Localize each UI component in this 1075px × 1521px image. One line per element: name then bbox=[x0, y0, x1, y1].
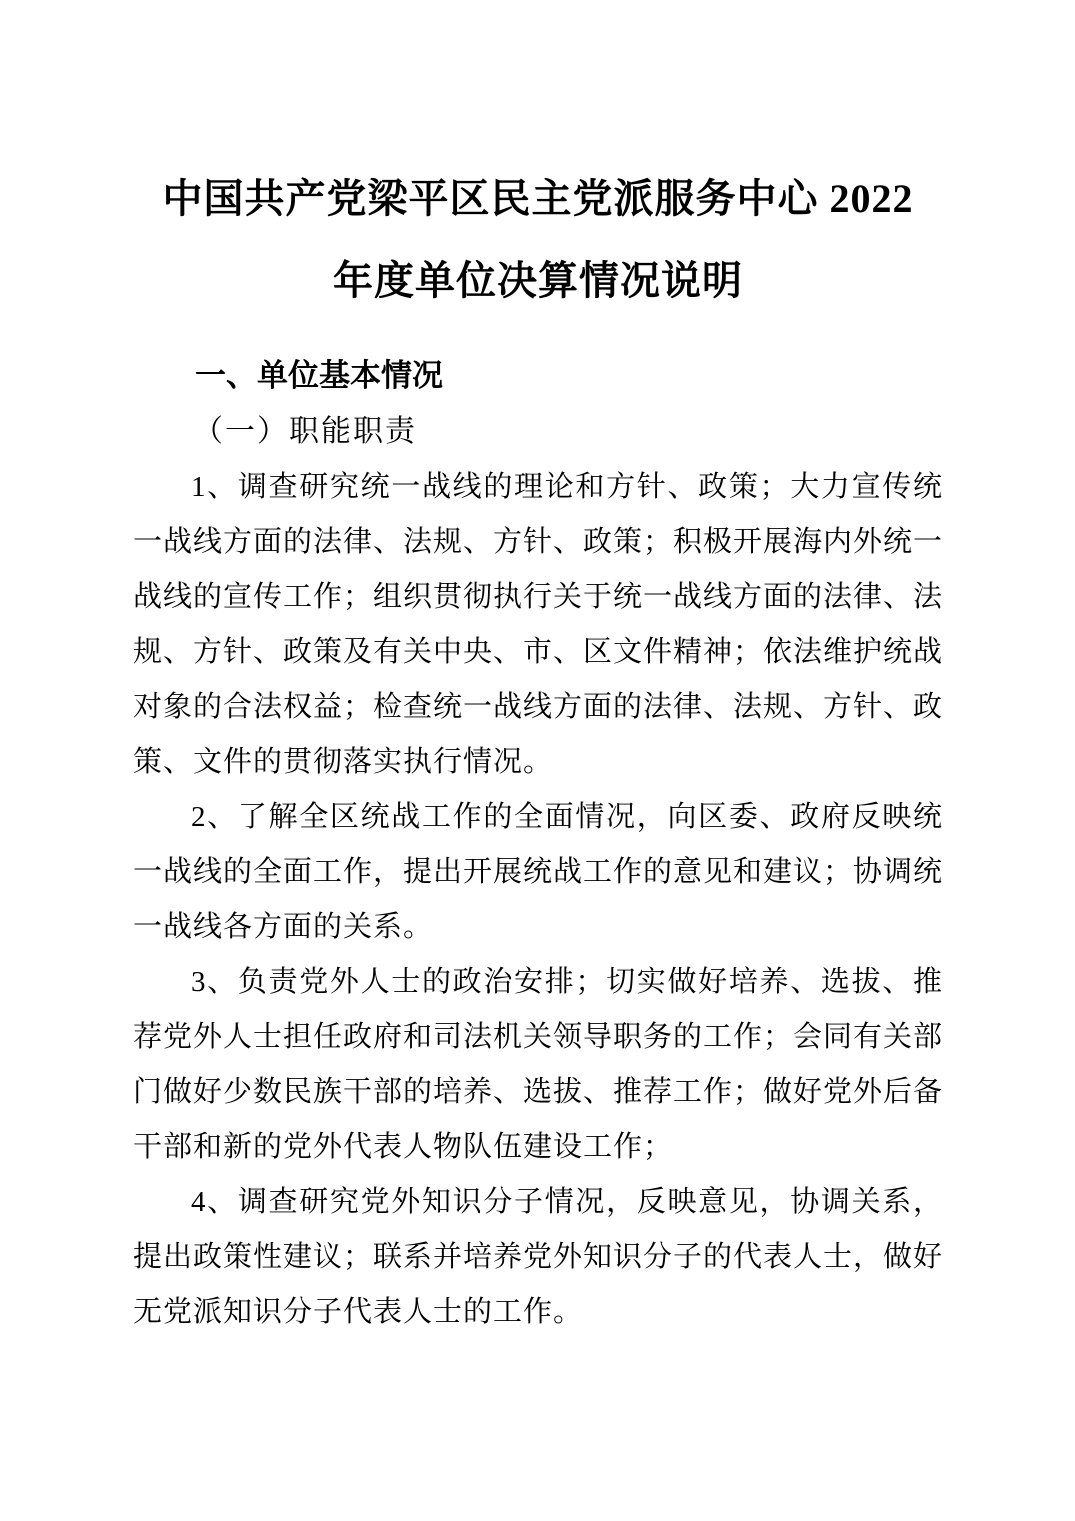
paragraph-1: 1、调查研究统一战线的理论和方针、政策；大力宣传统一战线方面的法律、法规、方针、政策；积极开展海内外统一战线的宣传工作；组织贯彻执行关于统一战线方面的法律、法规、方针、政策及有关中央、市、区文件精神；依法维护统战对象的合法权益；检查统一战线方面的法律、法规、方针、政策、文件的贯彻落实执行情况。 bbox=[133, 471, 944, 778]
title-line-1: 中国共产党梁平区民主党派服务中心 2022 bbox=[162, 176, 914, 221]
paragraph-4: 4、调查研究党外知识分子情况，反映意见，协调关系，提出政策性建议；联系并培养党外知识分子的代表人士，做好无党派知识分子代表人士的工作。 bbox=[133, 1186, 944, 1328]
paragraph-3: 3、负责党外人士的政治安排；切实做好培养、选拔、推荐党外人士担任政府和司法机关领导职务的工作；会同有关部门做好少数民族干部的培养、选拔、推荐工作；做好党外后备干部和新的党外代表人物队伍建设工作； bbox=[133, 966, 944, 1163]
section-heading: 一、单位基本情况 bbox=[195, 358, 443, 393]
title-line-2: 年度单位决算情况说明 bbox=[333, 258, 743, 303]
paragraph-2: 2、了解全区统战工作的全面情况，向区委、政府反映统一战线的全面工作，提出开展统战工作的意见和建议；协调统一战线各方面的关系。 bbox=[133, 801, 944, 943]
document-content bbox=[133, 158, 943, 1340]
subsection-heading: （一）职能职责 bbox=[193, 415, 417, 448]
document-title bbox=[133, 158, 943, 322]
